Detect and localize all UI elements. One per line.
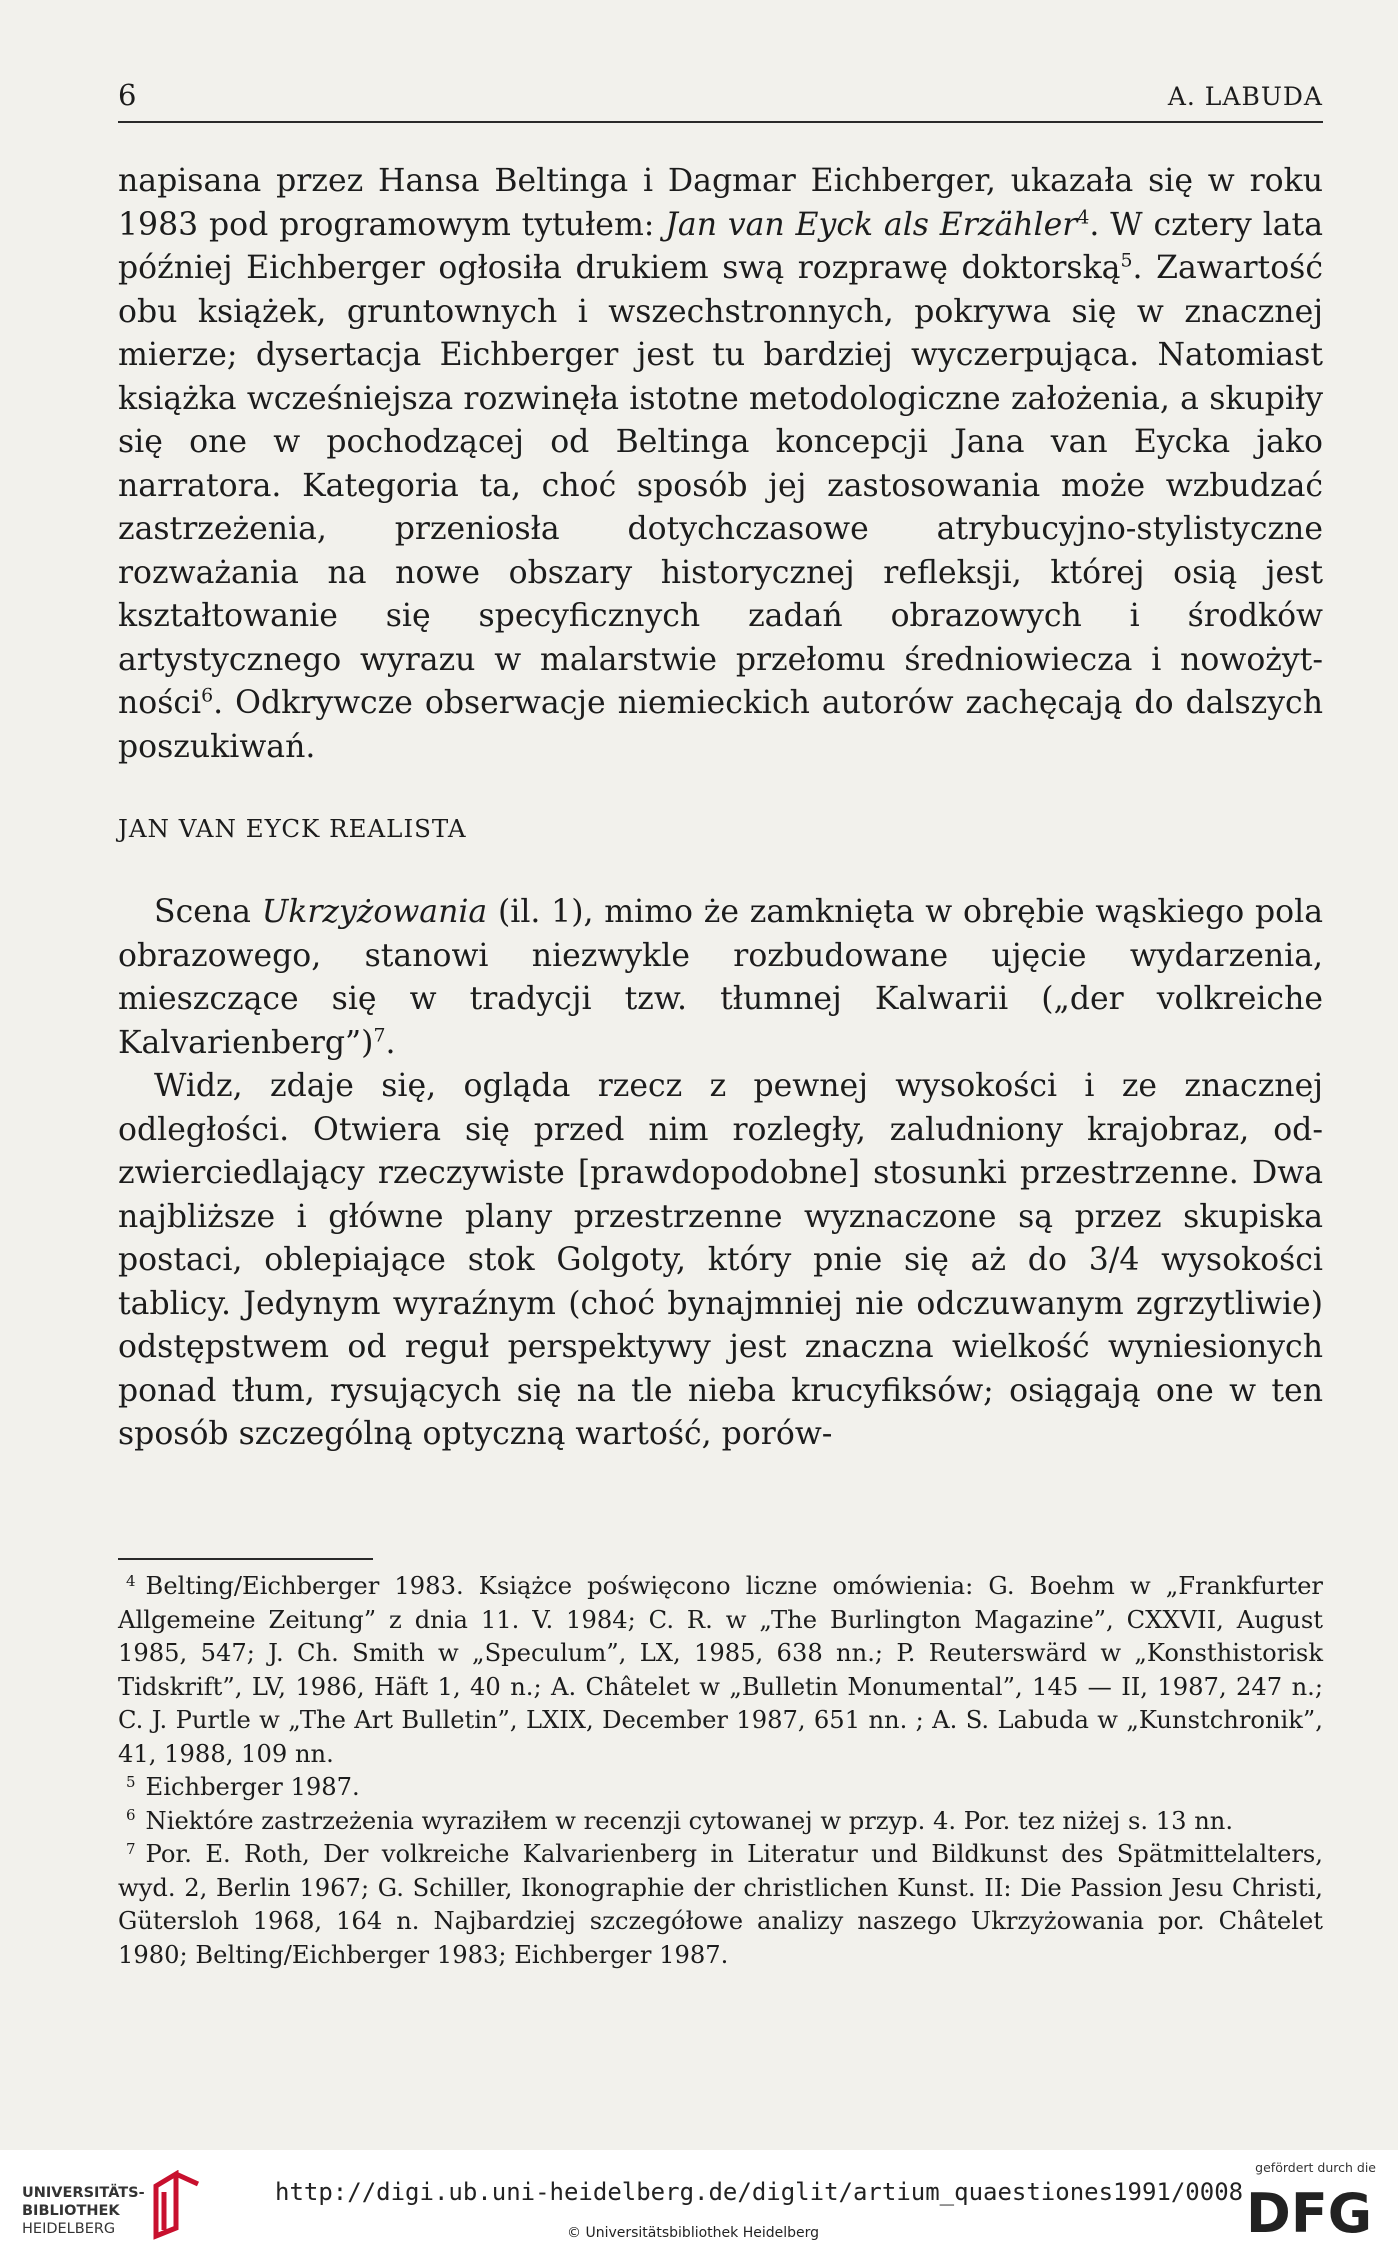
copyright-notice: © Universitätsbibliothek Heidelberg xyxy=(567,2225,820,2241)
paragraph-1: napisana przez Hansa Beltinga i Dagmar Eichberger, ukazała się w roku 1983 pod programowym tytułem: Jan van Eyck als Erzähler$^4$. W cztery lata później Eichberger ogłosiła drukiem swą rozprawę doktorską$^5$. Zawartość obu książek, gruntownych i wszechstronnych, pokrywa się w znacznej mierze; dysertacja Eichberger jest tu bardziej wyczerpująca. Natomiast książka wcześniejsza rozwinęła istotne metodologiczne założenia, a skupiły się one w pochodzącej od Beltinga koncepcji Jana van Eycka jako narratora. Kategoria ta, choć sposób jej zastosowania może wzbudzać zastrzeżenia, przeniosła dotychczasowe atrybucyjno-stylistyczne rozważania na nowe obszary historycznej refleksji, której osią jest kształtowanie się specyficznych zadań obrazowych i środków artystycznego wyrazu w malarstwie przełomu średniowiecza i nowożytności$^6$. Odkrywcze obserwacje niemieckich autorów zachęcają do dalszych poszukiwań. xyxy=(118,163,1323,765)
paragraph-2: Scena Ukrzyżowania (il. 1), mimo że zamknięta w obrębie wąskiego pola obrazowego, stanowi niezwykle rozbudowane ujęcie wydarzenia, mieszczące się w tradycji tzw. tłumnej Kalwarii („der volkreiche Kalvarienberg”)$^7$. xyxy=(118,894,1323,1061)
library-emblem-icon xyxy=(142,2170,206,2240)
artwork-title: Ukrzyżowania xyxy=(261,894,488,930)
book-title: Jan van Eyck als Erzähler xyxy=(665,206,1078,243)
footnote-ref[interactable]: 7 xyxy=(373,1024,386,1046)
permalink-url[interactable]: http://digi.ub.uni-heidelberg.de/diglit/artium_quaestiones1991/0008 xyxy=(275,2178,1244,2206)
page-number: 6 xyxy=(118,78,137,112)
footnote-5: $^5$ Eichberger 1987. xyxy=(126,1772,360,1801)
footnotes xyxy=(118,1570,1323,1972)
university-library-logo[interactable]: UNIVERSITÄTS- BIBLIOTHEK HEIDELBERG xyxy=(22,2170,212,2250)
main-text xyxy=(118,160,1323,1457)
footnote-7: $^7$ Por. E. Roth, Der volkreiche Kalvarienberg in Literatur und Bildkunst des Spätmittelalters, wyd. 2, Berlin 1967; G. Schiller, Ikonographie der christlichen Kunst. II: Die Passion Jesu Christi, Gütersloh 1968, 164 n. Najbardziej szczegółowe analizy naszego Ukrzyżowania por. Châtelet 1980; Belting/Eichberger 1983; Eichberger 1987. xyxy=(118,1839,1323,1969)
footnote-6: $^6$ Niektóre zastrzeżenia wyraziłem w recenzji cytowanej w przyp. 4. Por. tez niżej s. 13 nn. xyxy=(126,1806,1234,1835)
page-header xyxy=(118,78,1323,118)
footnote-rule xyxy=(118,1558,373,1560)
svg-text:DFG: DFG xyxy=(1246,2182,1373,2238)
header-rule xyxy=(118,121,1323,123)
footnote-ref[interactable]: 4 xyxy=(1077,206,1090,228)
dfg-funding-badge[interactable] xyxy=(1238,2160,1378,2250)
paragraph-3: Widz, zdaje się, ogląda rzecz z pewnej wysokości i ze znacznej odległości. Otwiera się przed nim rozległy, zaludniony krajobraz, odzwierciedlający rzeczywiste [prawdopodobne] stosunki przestrzenne. Dwa najbliższe i główne plany przestrzenne wyznaczone są przez skupiska postaci, oblepiające stok Golgoty, który pnie się aż do 3/4 wysokości tablicy. Jedynym wyraźnym (choć bynajmniej nie odczuwanym zgrzytliwie) odstępstwem od reguł perspektywy jest znaczna wielkość wyniesionych ponad tłum, rysujących się na tle nieba krucyfiksów; osiągają one w ten sposób szczególną optyczną wartość, porów- xyxy=(118,1068,1323,1452)
running-head: A. LABUDA xyxy=(1167,82,1323,111)
footnote-ref[interactable]: 5 xyxy=(1120,249,1133,272)
dfg-logo-icon xyxy=(1244,2182,1374,2238)
footnote-4: $^4$ Belting/Eichberger 1983. Książce poświęcono liczne omówienia: G. Boehm w „Frankfurter Allgemeine Zeitung” z dnia 11. V. 1984; C. R. w „The Burlington Magazine”, CXXVII, August 1985, 547; J. Ch. Smith w „Speculum”, LX, 1985, 638 nn.; P. Reuterswärd w „Konsthistorisk Tidskrift”, LV, 1986, Häft 1, 40 n.; A. Châtelet w „Bulletin Monumental”, 145 — II, 1987, 247 n.; C. J. Purtle w „The Art Bulletin”, LXIX, December 1987, 651 nn. ; A. S. Labuda w „Kunstchronik”, 41, 1988, 109 nn. xyxy=(118,1571,1323,1768)
digitization-footer xyxy=(0,2150,1398,2262)
footnote-ref[interactable]: 6 xyxy=(201,684,214,707)
funding-caption: gefördert durch die xyxy=(1255,2160,1376,2175)
section-heading: JAN VAN EYCK REALISTA xyxy=(118,814,467,843)
